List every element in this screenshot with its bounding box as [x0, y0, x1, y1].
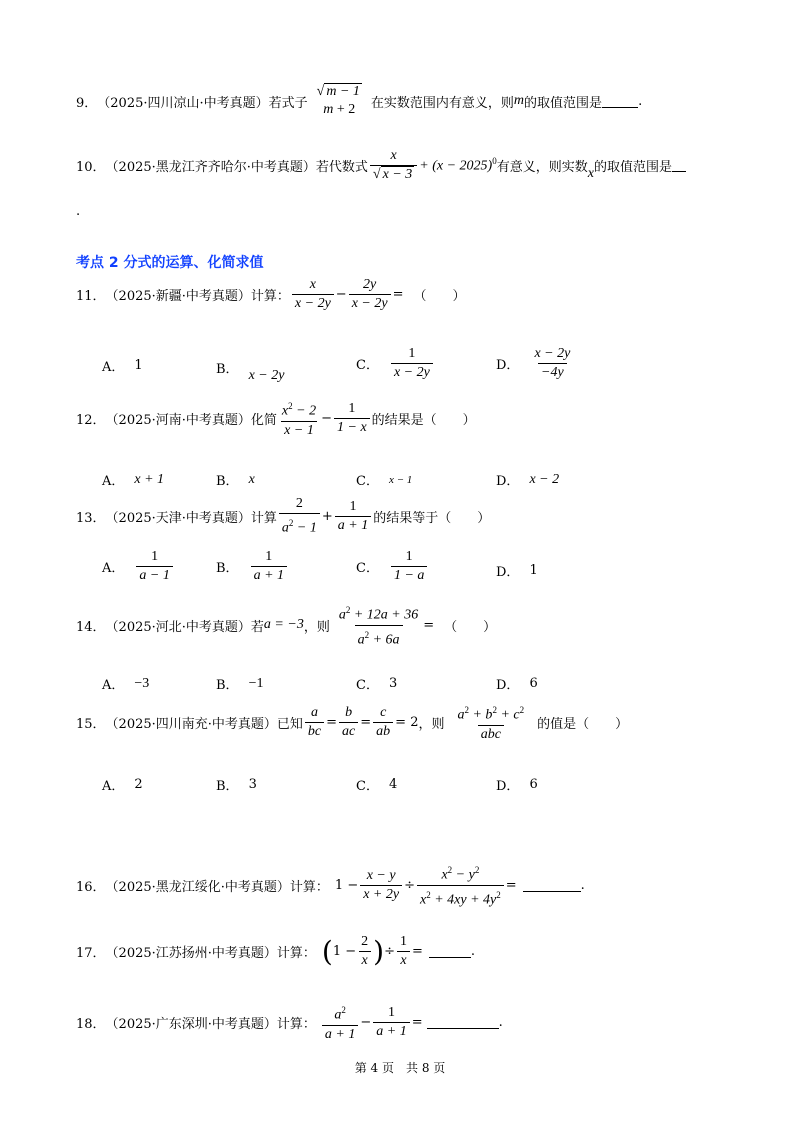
question-source: （2025·河南·中考真题） [105, 412, 251, 428]
option-b[interactable]: B． $\frac{1}{a + 1}$ [216, 549, 289, 584]
question-number: 15． [76, 716, 106, 732]
answer-blank[interactable] [602, 95, 638, 108]
option-a[interactable]: A． $\frac{1}{a - 1}$ [102, 549, 175, 584]
question-source: （2025·黑龙江齐齐哈尔·中考真题） [105, 160, 316, 175]
question-9: 9． （2025·四川凉山·中考真题） 若式子 √ m − 1 m + 2 在实数范围内有意义，则 m 的取值范围是 . [76, 84, 643, 117]
option-d[interactable]: D． 6 [496, 676, 538, 693]
answer-blank[interactable] [427, 1016, 499, 1029]
option-d[interactable]: D． 6 [496, 777, 538, 794]
question-14: 14． （2025·河北·中考真题） 若 a = −3 ，则 $\frac{a^2 + 12a + 36}{a^2 + 6a}$ = （ ） [76, 602, 496, 648]
option-d[interactable]: D． x − 2 [496, 471, 560, 489]
answer-blank[interactable] [523, 879, 581, 892]
option-c[interactable]: C． $\frac{1}{1 - a}$ [356, 549, 429, 584]
question-11: 11． （2025·新疆·中考真题） 计算： $\frac{x}{x - 2y}$ − $\frac{2y}{x - 2y}$ = （ ） [76, 277, 466, 311]
question-text: 计算： [276, 946, 316, 961]
question-number: 16． [76, 879, 106, 895]
option-b[interactable]: B． x [216, 471, 255, 489]
question-text: 的值是（ ） [537, 716, 629, 732]
question-text: 化简 [250, 412, 277, 428]
fraction-2-over-a2-1: $\frac{2}{a^2 - 1}$ [279, 496, 320, 537]
question-13: 13． （2025·天津·中考真题） 计算 $\frac{2}{a^2 - 1}$ + $\frac{1}{a + 1}$ 的结果等于（ ） [76, 496, 491, 536]
question-text: 计算： [276, 1016, 316, 1032]
question-source: （2025·新疆·中考真题） [105, 289, 251, 304]
question-text: 已知 [276, 716, 303, 732]
question-text: 计算： [289, 879, 329, 895]
question-number: 13． [76, 510, 106, 526]
question-17: 17． （2025·江苏扬州·中考真题） 计算： ( 1 − $\frac{2}{x}$ ) ÷ $\frac{1}{x}$ = . [76, 934, 476, 968]
fraction-a2-12a-36: $\frac{a^2 + 12a + 36}{a^2 + 6a}$ [338, 605, 419, 648]
option-a[interactable]: A． 1 [102, 358, 143, 375]
question-text: 若式子 [268, 95, 308, 111]
question-number: 12． [76, 412, 106, 428]
variable-x: x [587, 165, 594, 181]
question-text: 在实数范围内有意义，则 [370, 95, 514, 111]
fraction-x-over-sqrt: $\frac{x}{√ x - 3}$ [370, 148, 417, 183]
question-text: ，则 [418, 716, 445, 732]
question-source: （2025·四川南充·中考真题） [105, 716, 277, 732]
question-number: 18． [76, 1016, 106, 1032]
question-number: 14． [76, 619, 106, 635]
condition: a = −3 [263, 617, 304, 633]
answer-paren: （ ） [413, 289, 466, 304]
option-a[interactable]: A． 2 [102, 777, 143, 794]
answer-blank[interactable] [672, 159, 686, 172]
question-number: 10． [76, 160, 106, 175]
question-source: （2025·四川凉山·中考真题） [97, 95, 269, 111]
variable-m: m [513, 93, 525, 108]
question-text: 的结果是（ ） [371, 412, 476, 428]
question-10-continuation: . [76, 204, 81, 219]
question-text: 计算： [250, 289, 290, 304]
option-a[interactable]: A． −3 [102, 675, 150, 693]
option-c[interactable]: C． x − 1 [356, 473, 413, 489]
power-term: + $(x - 2025)^0$ [419, 156, 497, 174]
question-number: 11． [76, 289, 106, 304]
question-text: 若代数式 [315, 160, 368, 175]
question-15: 15． （2025·四川南充·中考真题） 已知 $\frac{a}{bc}$ = $\frac{b}{ac}$ = $\frac{c}{ab}$ = 2 ，则 $\frac{a^2 + b^2 + c^2}{\text{abc}}$ 的值是（ ） [76, 702, 628, 743]
question-text: 若 [250, 619, 264, 635]
question-10 [76, 148, 686, 183]
question-text: 计算 [250, 510, 277, 526]
answer-blank[interactable] [429, 945, 471, 958]
question-number: 17． [76, 946, 106, 961]
fraction-1-over-1-x: $\frac{1}{1 - x}$ [334, 401, 370, 436]
question-text: 的取值范围是 [524, 95, 603, 111]
option-b[interactable]: B． x − 2y [216, 362, 285, 383]
fraction-2y-over-x-2y: $\frac{2y}{x - 2y}$ [349, 277, 391, 312]
question-source: （2025·河北·中考真题） [105, 619, 251, 635]
answer-paren: （ ） [444, 619, 497, 635]
page-footer: 第 4 页 共 8 页 [354, 1061, 446, 1075]
question-number: 9． [76, 95, 98, 111]
question-text: 的结果等于（ ） [373, 510, 491, 526]
fraction-1-over-a-1: $\frac{1}{a + 1}$ [335, 499, 371, 534]
question-source: （2025·黑龙江绥化·中考真题） [105, 879, 290, 895]
option-b[interactable]: B． −1 [216, 675, 264, 693]
option-d[interactable]: D． 1 [496, 563, 538, 580]
question-source: （2025·江苏扬州·中考真题） [105, 946, 277, 961]
option-c[interactable]: C． 3 [356, 676, 398, 693]
option-c[interactable]: C． 4 [356, 777, 398, 794]
fraction-sqrt-m-1-over-m-plus-2: √ m − 1 m + 2 [316, 84, 360, 117]
option-c[interactable]: C． $\frac{1}{x - 2y}$ [356, 346, 435, 381]
question-text: 有意义，则实数 [496, 160, 588, 175]
section-heading: 考点 2 分式的运算、化简求值 [76, 255, 264, 271]
option-d[interactable]: D． $\frac{x - 2y}{-4y}$ [496, 346, 571, 380]
option-a[interactable]: A． x + 1 [102, 471, 165, 489]
option-b[interactable]: B． 3 [216, 777, 257, 794]
fraction-x-over-x-2y: $\frac{x}{x - 2y}$ [292, 277, 334, 312]
question-12: 12． （2025·河南·中考真题） 化简 $\frac{x^2 - 2}{x - 1}$ − $\frac{1}{1 - x}$ 的结果是（ ） [76, 398, 476, 439]
question-source: （2025·天津·中考真题） [105, 510, 251, 526]
fraction-sum-squares-over-abc: $\frac{a^2 + b^2 + c^2}{\text{abc}}$ [457, 705, 525, 742]
question-18: 18． （2025·广东深圳·中考真题） 计算： $\frac{a^2}{a + 1}$ − $\frac{1}{a + 1}$ = . [76, 1004, 503, 1042]
fraction-x2-2-over-x-1: $\frac{x^2 - 2}{x - 1}$ [281, 401, 317, 438]
question-16: 16． （2025·黑龙江绥化·中考真题） 计算： 1 − $\frac{x - y}{x + 2y}$ ÷ $\frac{x^2 - y^2}{x^2 + 4xy + 4y^2}$ = . [76, 865, 585, 908]
question-text: 的取值范围是 [593, 160, 672, 175]
question-source: （2025·广东深圳·中考真题） [105, 1016, 277, 1032]
question-text: ，则 [303, 619, 330, 635]
